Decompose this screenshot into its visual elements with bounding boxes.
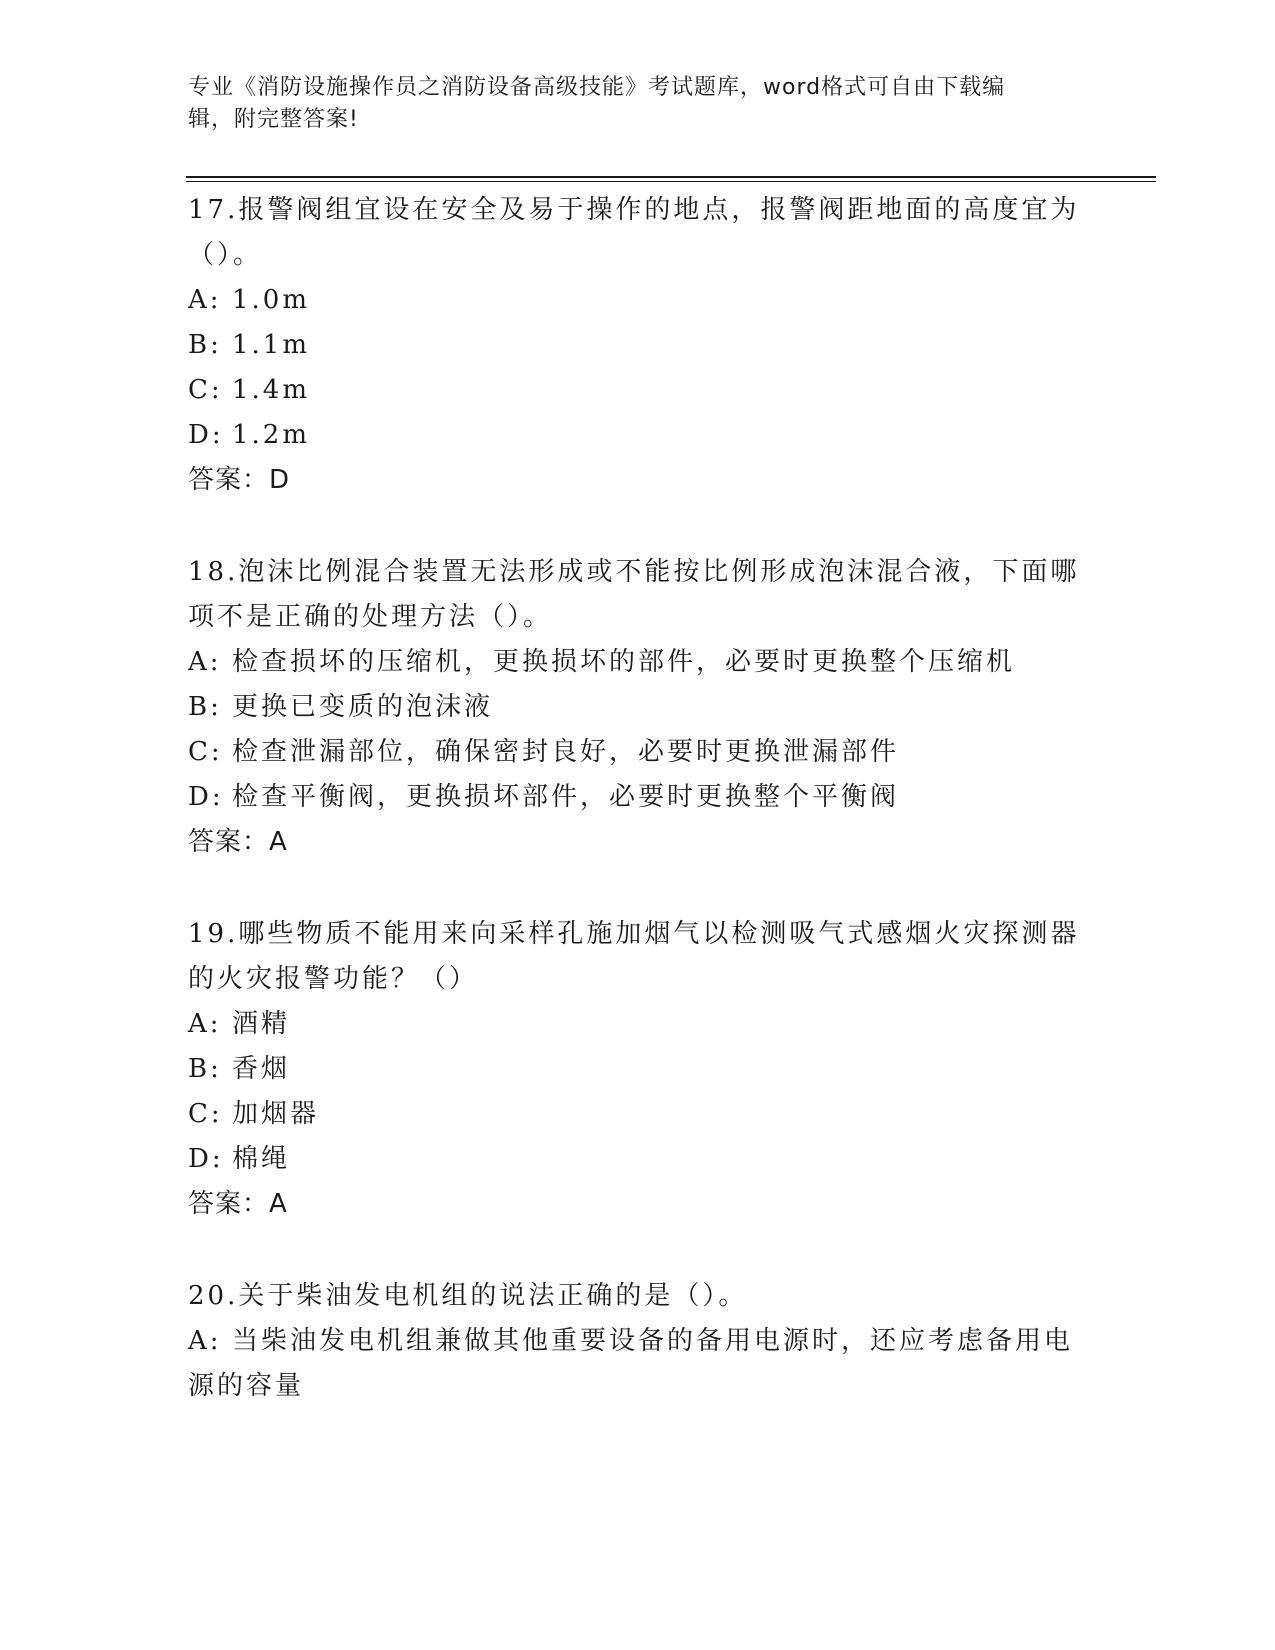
option-text: 检查损坏的压缩机，更换损坏的部件，必要时更换整个压缩机 bbox=[232, 647, 1016, 677]
option-letter: A: bbox=[188, 647, 222, 677]
option-text: 棉绳 bbox=[232, 1144, 291, 1174]
option-text: 更换已变质的泡沫液 bbox=[232, 692, 494, 722]
question-list bbox=[188, 188, 1088, 1409]
option-letter: B: bbox=[188, 1054, 222, 1084]
option-a bbox=[188, 1002, 1088, 1047]
answer-line: 答案：A bbox=[188, 827, 288, 857]
option-d bbox=[188, 775, 1088, 820]
option-text: 检查泄漏部位，确保密封良好，必要时更换泄漏部件 bbox=[232, 737, 900, 767]
question-text: 18.泡沫比例混合装置无法形成或不能按比例形成泡沫混合液，下面哪 bbox=[188, 557, 1080, 587]
header-divider-thick bbox=[186, 176, 1156, 178]
option-text: 1.4m bbox=[232, 375, 311, 405]
option-letter: D: bbox=[188, 420, 224, 450]
option-b bbox=[188, 323, 1088, 368]
option-letter: C: bbox=[188, 375, 223, 405]
option-letter: D: bbox=[188, 1144, 224, 1174]
option-b bbox=[188, 1047, 1088, 1092]
answer-line: 答案：D bbox=[188, 465, 291, 495]
spacer bbox=[188, 503, 1088, 550]
option-letter: B: bbox=[188, 692, 222, 722]
header-divider-thin bbox=[186, 181, 1156, 182]
option-b bbox=[188, 685, 1088, 730]
option-text: 1.0m bbox=[232, 285, 311, 315]
option-text: 当柴油发电机组兼做其他重要设备的备用电源时，还应考虑备用电 bbox=[232, 1326, 1074, 1356]
option-a bbox=[188, 640, 1088, 685]
question-text-continued: （）。 bbox=[188, 240, 263, 270]
header-line-1: 专业《消防设施操作员之消防设备高级技能》考试题库，word格式可自由下载编 bbox=[188, 75, 1006, 100]
option-letter: C: bbox=[188, 737, 223, 767]
option-d bbox=[188, 1137, 1088, 1182]
option-letter: A: bbox=[188, 1009, 222, 1039]
option-d bbox=[188, 413, 1088, 458]
option-letter: D: bbox=[188, 782, 224, 812]
question-17 bbox=[188, 188, 1088, 503]
document-header bbox=[188, 72, 1068, 136]
option-text: 加烟器 bbox=[232, 1099, 320, 1129]
option-text: 检查平衡阀，更换损坏部件，必要时更换整个平衡阀 bbox=[232, 782, 900, 812]
header-line-2: 辑，附完整答案! bbox=[188, 107, 359, 132]
question-text-continued: 项不是正确的处理方法（）。 bbox=[188, 602, 553, 632]
question-19 bbox=[188, 912, 1088, 1227]
option-letter: B: bbox=[188, 330, 222, 360]
question-text-continued: 的火灾报警功能？（） bbox=[188, 964, 479, 994]
option-text: 1.2m bbox=[232, 420, 311, 450]
question-18 bbox=[188, 550, 1088, 865]
question-text: 17.报警阀组宜设在安全及易于操作的地点，报警阀距地面的高度宜为 bbox=[188, 195, 1080, 225]
answer-line: 答案：A bbox=[188, 1189, 288, 1219]
spacer bbox=[188, 1227, 1088, 1274]
option-c bbox=[188, 368, 1088, 413]
option-text-continued: 源的容量 bbox=[188, 1371, 305, 1401]
option-text: 酒精 bbox=[232, 1009, 291, 1039]
option-text: 1.1m bbox=[232, 330, 311, 360]
option-text: 香烟 bbox=[232, 1054, 291, 1084]
option-a bbox=[188, 278, 1088, 323]
option-letter: C: bbox=[188, 1099, 223, 1129]
option-a bbox=[188, 1319, 1088, 1364]
option-c bbox=[188, 1092, 1088, 1137]
question-text: 19.哪些物质不能用来向采样孔施加烟气以检测吸气式感烟火灾探测器 bbox=[188, 919, 1080, 949]
option-c bbox=[188, 730, 1088, 775]
spacer bbox=[188, 865, 1088, 912]
option-letter: A: bbox=[188, 285, 222, 315]
question-20 bbox=[188, 1274, 1088, 1409]
question-text: 20.关于柴油发电机组的说法正确的是（）。 bbox=[188, 1281, 748, 1311]
option-letter: A: bbox=[188, 1326, 222, 1356]
